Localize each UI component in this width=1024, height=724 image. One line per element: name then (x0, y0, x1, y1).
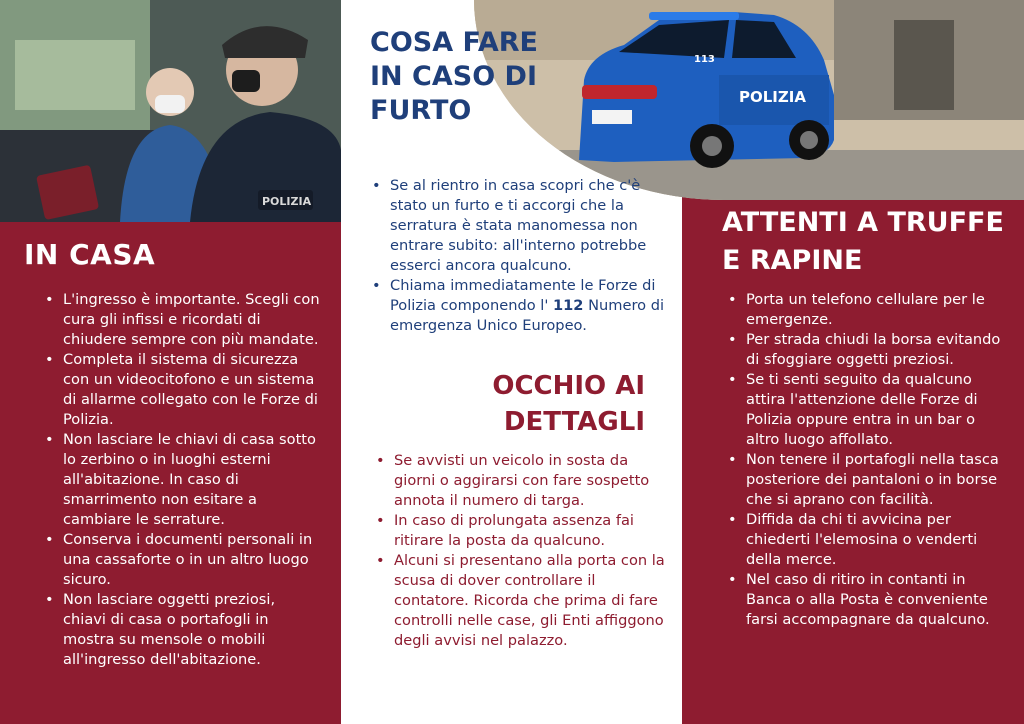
list-item-text: Chiama immediatamente le Forze di Polizia componendo l' (390, 277, 656, 314)
list-item: • Conserva i documenti personali in una cassaforte o in un altro luogo sicuro. (45, 530, 320, 590)
photo-officer-in-car (0, 0, 341, 222)
list-truffe (728, 290, 1010, 630)
door-police-label: POLIZIA (262, 195, 312, 208)
list-item: • Alcuni si presentano alla porta con la scusa di dover controllare il contatore. Ricorda che prima di fare controlli nelle case, gli Enti affiggono degli avvisi nel palazzo. (376, 551, 666, 651)
list-item: • Nel caso di ritiro in contanti in Banca o alla Posta è conveniente farsi accompagnare da qualcuno. (728, 570, 1010, 630)
section-title-occhio: OCCHIO AI DETTAGLI (492, 371, 645, 437)
list-item: • Porta un telefono cellulare per le emergenze. (728, 290, 1010, 330)
list-furto (372, 176, 667, 336)
list-item: • Non lasciare oggetti preziosi, chiavi di casa o portafogli in mostra su mensole o mobili all'ingresso dell'abitazione. (45, 590, 320, 670)
section-title-furto: COSA FARE IN CASO DI FURTO (370, 27, 538, 126)
list-item: • Non lasciare le chiavi di casa sotto lo zerbino o in luoghi esterni all'abitazione. In caso di smarrimento non esitare a cambiare le serrature. (45, 430, 320, 530)
emergency-number: 112 (553, 297, 584, 314)
car-police-label: POLIZIA (739, 88, 806, 106)
list-item-text: Numero di emergenza Unico Europeo. (390, 297, 665, 334)
list-item: • In caso di prolungata assenza fai ritirare la posta da qualcuno. (376, 511, 666, 551)
list-item (372, 276, 667, 336)
photo-officer-in-car-illustration (0, 0, 341, 222)
section-title-truffe: ATTENTI A TRUFFE E RAPINE (722, 207, 1004, 276)
list-item: • Diffida da chi ti avvicina per chiederti l'elemosina o venderti della merce. (728, 510, 1010, 570)
list-item: • L'ingresso è importante. Scegli con cura gli infissi e ricordati di chiudere sempre con più mandate. (45, 290, 320, 350)
list-occhio (376, 451, 666, 651)
list-item: • Non tenere il portafogli nella tasca posteriore dei pantaloni o in borse che si aprano con facilità. (728, 450, 1010, 510)
car-number-label: 113 (694, 54, 715, 65)
list-item: • Se ti senti seguito da qualcuno attira l'attenzione delle Forze di Polizia oppure entra in un bar o altro luogo affollato. (728, 370, 1010, 450)
list-item: • Per strada chiudi la borsa evitando di sfoggiare oggetti preziosi. (728, 330, 1010, 370)
section-title-in-casa: IN CASA (24, 238, 156, 271)
list-item: • Se avvisti un veicolo in sosta da giorni o aggirarsi con fare sospetto annota il numero di targa. (376, 451, 666, 511)
list-item: • Completa il sistema di sicurezza con un videocitofono e un sistema di allarme collegato con le Forze di Polizia. (45, 350, 320, 430)
list-in-casa (45, 290, 320, 670)
list-item: • Se al rientro in casa scopri che c'è stato un furto e ti accorgi che la serratura è stata manomessa non entrare subito: all'interno potrebbe esserci ancora qualcuno. (372, 176, 667, 276)
